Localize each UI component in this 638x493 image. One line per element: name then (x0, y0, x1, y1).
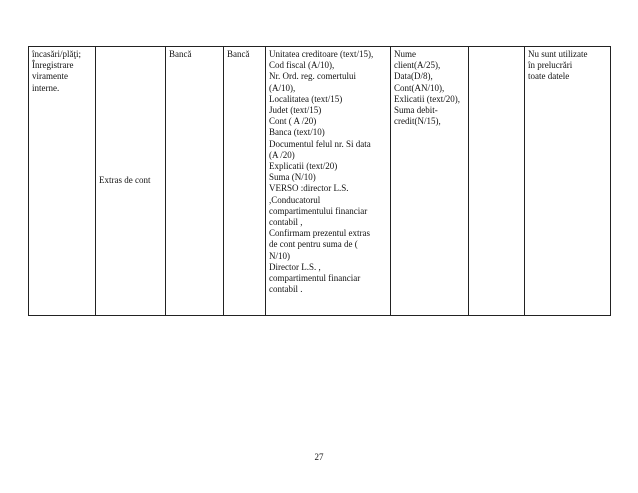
document-table (28, 46, 611, 316)
cell-data: Nume client(A/25), Data(D/8), Cont(AN/10), Exlicatii (text/20), Suma debit- credit(N/15), (391, 47, 469, 316)
cell-issuer: Bancă (166, 47, 224, 316)
cell-operation: încasări/plăţi; Înregistrare viramente interne. (29, 47, 96, 316)
table-row (29, 47, 611, 316)
cell-notes: Nu sunt utilizate în prelucrări toate datele (525, 47, 611, 316)
cell-source: Bancă (224, 47, 266, 316)
page-number: 27 (314, 452, 324, 462)
cell-empty (469, 47, 525, 316)
cell-document: Extras de cont (96, 47, 166, 316)
cell-fields: Unitatea creditoare (text/15), Cod fiscal (A/10), Nr. Ord. reg. comertului (A/10), Localitatea (text/15) Judet (text/15) Cont ( A /20) Banca (text/10) Documentul felul nr. Si data (A /20) Explicatii (text/20) Suma (N/10) VERSO :director L.S. ,Conducatorul compartimentului financiar contabil , Confirmam prezentul extras de cont pentru suma de ( N/10) Director L.S. , compartimentul financiar contabil . (266, 47, 391, 316)
